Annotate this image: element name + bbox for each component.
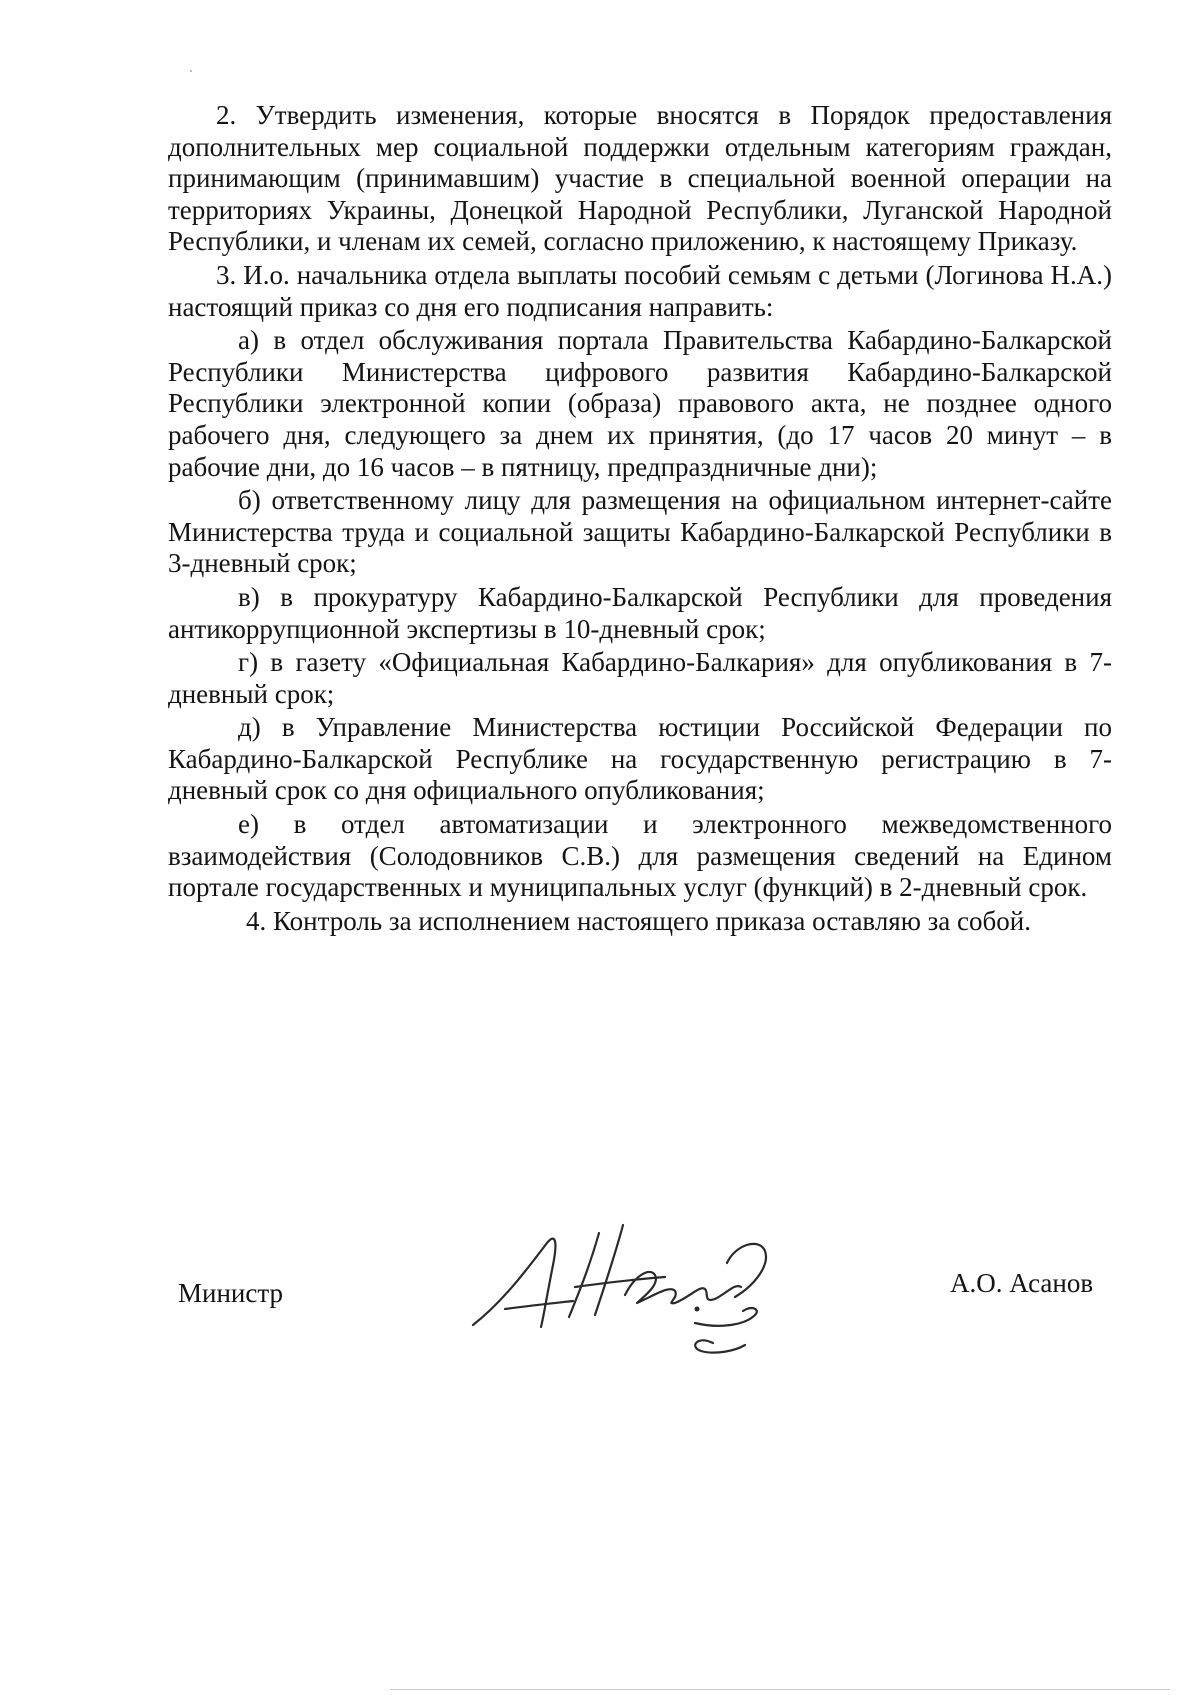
paragraph-3e: е) в отдел автоматизации и электронного межведомственного взаимодействия (Солодовников С.В.) для размещения сведений на Едином портале государственных и муниципальных услуг (функций) в 2-дневный срок. [168,809,1112,903]
document-body [168,100,1112,937]
scan-bottom-edge [390,1689,1170,1690]
handwritten-signature [465,1205,810,1355]
scan-artifact [190,70,192,72]
signatory-name: А.О. Асанов [950,1268,1094,1298]
paragraph-3v: в) в прокуратуру Кабардино-Балкарской Республики для проведения антикоррупционной экспертизы в 10-дневный срок; [168,581,1112,644]
paragraph-2: 2. Утвердить изменения, которые вносятся в Порядок предоставления дополнительных мер социальной поддержки отдельным категориям граждан, принимающим (принимавшим) участие в специальной военной операции на территориях Украины, Донецкой Народной Республики, Луганской Народной Республики, и членам их семей, согласно приложению, к настоящему Приказу. [168,100,1112,257]
paragraph-3d: д) в Управление Министерства юстиции Российской Федерации по Кабардино-Балкарской Республике на государственную регистрацию в 7-дневный срок со дня официального опубликования; [168,712,1112,806]
signatory-position: Министр [178,1278,283,1308]
paragraph-3a: а) в отдел обслуживания портала Правительства Кабардино-Балкарской Республики Министерства цифрового развития Кабардино-Балкарской Республики электронной копии (образа) правового акта, не позднее одного рабочего дня, следующего за днем их принятия, (до 17 часов 20 минут – в рабочие дни, до 16 часов – в пятницу, предпраздничные дни); [168,325,1112,482]
paragraph-3g: г) в газету «Официальная Кабардино-Балкария» для опубликования в 7-дневный срок; [168,647,1112,709]
paragraph-3: 3. И.о. начальника отдела выплаты пособий семьям с детьми (Логинова Н.А.) настоящий приказ со дня его подписания направить: [168,259,1112,322]
paragraph-3b: б) ответственному лицу для размещения на официальном интернет-сайте Министерства труда и социальной защиты Кабардино-Балкарской Республики в 3-дневный срок; [168,485,1112,579]
paragraph-4: 4. Контроль за исполнением настоящего приказа оставляю за собой. [246,905,1031,936]
